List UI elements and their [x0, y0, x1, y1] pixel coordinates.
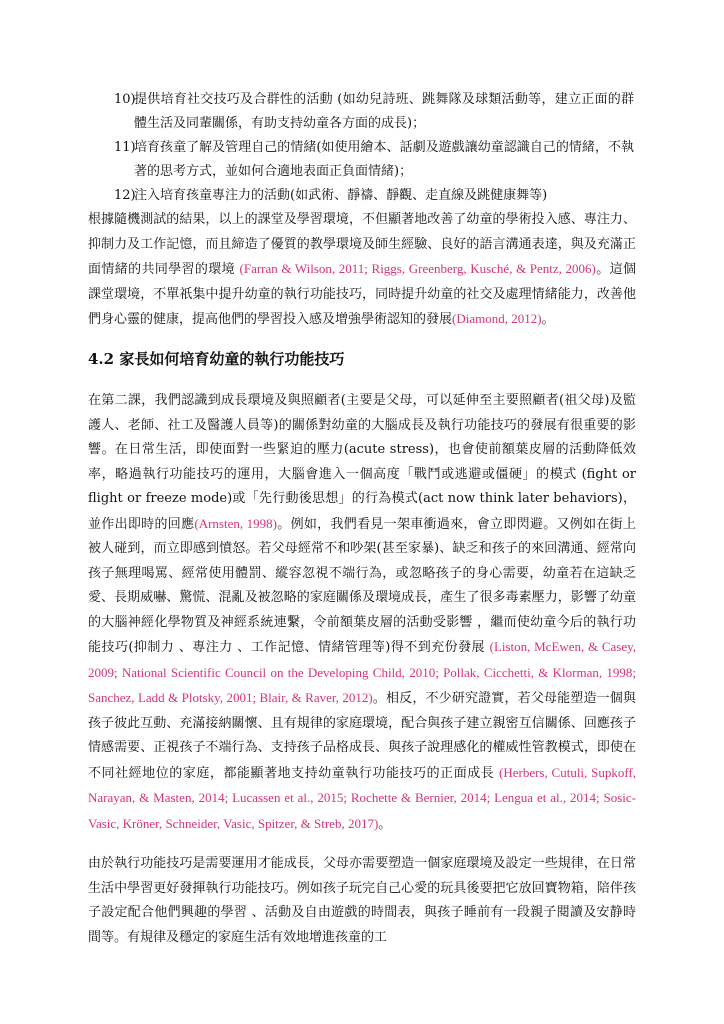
list-item-number: 10): [114, 92, 136, 107]
paragraph-text: 根據隨機測試的結果，以上的課堂及學習環境，不但顯著地改善了幼童的學術投入感、專注力、抑制力及工作記憶，而且締造了優質的教學環境及師生經驗、良好的語言溝通表達，與及充滿正面情緒的共同學習的環境: [88, 212, 636, 277]
list-item: [0, 184, 724, 208]
list-item: [0, 88, 724, 136]
paragraph-text: 。這個課堂環境，不單祇集中提升幼童的執行功能技巧，同時提升幼童的社交及處理情緒能力，改善他們身心靈的健康，提高他們的學習投入感及增強學術認知的發展: [88, 262, 636, 327]
list-item-text: 培育孩童了解及管理自己的情緒(如使用繪本、話劇及遊戲讓幼童認識自己的情緒，不執著的思考方式，並如何合適地表面正負面情緒)；: [134, 140, 634, 179]
activity-list: [0, 88, 724, 208]
paragraph-text: 。: [378, 816, 392, 832]
section-heading: 4.2 家長如何培育幼童的執行功能技巧: [88, 350, 345, 368]
paragraph-text: 在第二課，我們認識到成長環境及與照顧者(主要是父母，可以延伸至主要照顧者(祖父母)及監護人、老師、社工及醫護人員等)的關係對幼童的大腦成長及執行功能技巧的發展有很重要的影響。在日常生活，即使面對一些緊迫的壓力(acute stress)，也會使前額葉皮層的活動降低效率，略過執行功能技巧的運用，大腦會進入一個高度「戰鬥或逃避或僵硬」的模式 (fight or flight or freeze mode)或「先行動後思想」的行為模式(act now think later behaviors)，並作出即時的回應: [88, 393, 636, 532]
paragraph-research-results: [88, 208, 636, 333]
list-item-text: 提供培育社交技巧及合群性的活動 (如幼兒詩班、跳舞隊及球類活動等，建立正面的群體生活及同輩關係，有助支持幼童各方面的成長)；: [134, 92, 634, 131]
list-item-number: 12): [114, 188, 136, 203]
citation: (Diamond, 2012): [452, 311, 542, 326]
paragraph-family-routines: [88, 852, 636, 950]
citation: (Herbers, Cutuli, Supkoff, Narayan, & Masten, 2014; Lucassen et al., 2015; Rochette & Bernier, 2014; Lengua et al., 2014; Sosic-Vasic, Kröner, Schneider, Vasic, Spitzer, & Streb, 2017): [88, 764, 636, 831]
citation: (Arnsten, 1998): [194, 515, 277, 531]
paragraph-text: 。: [541, 312, 555, 327]
list-item-text: 注入培育孩童專注力的活動(如武術、靜禱、靜觀、走直線及跳健康舞等): [134, 188, 548, 203]
list-item: [0, 136, 724, 184]
list-item-number: 11): [114, 140, 136, 155]
paragraph-text: 由於執行功能技巧是需要運用才能成長，父母亦需要塑造一個家庭環境及設定一些規律，在日常生活中學習更好發揮執行功能技巧。例如孩子玩完自己心愛的玩具後要把它放回寶物箱，陪伴孩子設定配合他們興趣的學習 、活動及自由遊戲的時間表，與孩子睡前有一段親子閱讀及安静時間等。有規律及穩定的家庭生活有效地增進孩童的工: [88, 856, 636, 945]
citation: (Farran & Wilson, 2011; Riggs, Greenberg, Kusché, & Pentz, 2006): [239, 261, 596, 276]
paragraph-text: 。相反，不少研究證實，若父母能塑造一個與孩子彼此互動、充滿接納關懷、且有規律的家庭環境，配合與孩子建立親密互信關係、回應孩子情感需要、正視孩子不端行為、支持孩子品格成長、與孩子說理感化的權威性管教模式，即使在不同社經地位的家庭，都能顯著地支持幼童執行功能技巧的正面成長: [88, 691, 636, 781]
paragraph-parenting-environment: [88, 389, 636, 837]
paragraph-text: 。例如，我們看見一架車衝過來，會立即閃避。又例如在街上被人碰到，而立即感到憤怒。若父母經常不和吵架(甚至家暴)、缺乏和孩子的來回溝通、經常向孩子無理喝罵、經常使用體罰、縱容忽視不端行為，或忽略孩子的身心需要，幼童若在這缺乏愛、長期威嚇、驚慌、混亂及被忽略的家庭關係及環境成長，產生了很多毒素壓力，影響了幼童的大腦神經化學物質及神經系統連繫，令前額葉皮層的活動受影響 ，繼而使幼童今后的執行功能技巧(抑制力 、專注力 、工作記憶、情緒管理等)得不到充份發展: [88, 516, 636, 655]
citation: (Liston, McEwen, & Casey, 2009; National Scientific Council on the Developing Child, 2010; Pollak, Cicchetti, & Klorman, 1998; Sanchez, Ladd & Plotsky, 2001; Blair, & Raver, 2012): [88, 639, 636, 705]
